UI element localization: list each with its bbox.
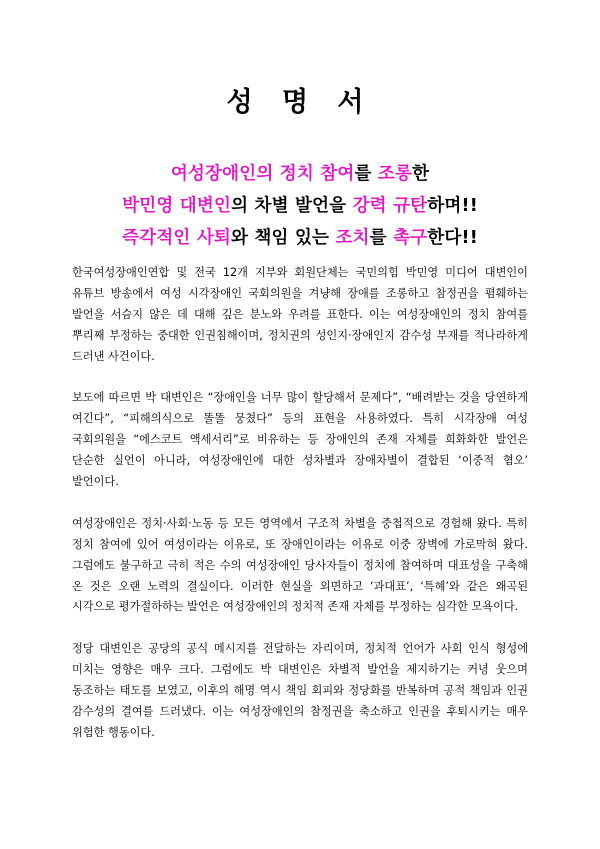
headline-text: 하며!! <box>427 196 478 216</box>
headline-text: 한다!! <box>427 228 478 248</box>
body-paragraph: 여성장애인은 정치·사회·노동 등 모든 영역에서 구조적 차별을 중첩적으로 경험해 왔다. 특히 정치 참여에 있어 여성이라는 이유로, 또 장애인이라는 이유로 이중 장벽에 가로막혀 왔다. 그럼에도 불구하고 극히 적은 수의 여성장애인 당사자들이 정치에 참여하며 대표성을 구축해 온 것은 오랜 노력의 결실이다. 이러한 현실을 외면하고 ‘과대표’, ‘특혜’와 같은 왜곡된 시각으로 평가절하하는 발언은 여성장애인의 정치적 존재 자체를 부정하는 심각한 모욕이다. <box>72 516 528 614</box>
headline-highlight: 즉각적인 사퇴 <box>122 228 232 248</box>
headline-text: 의 차별 발언을 <box>231 196 353 216</box>
body-paragraph: 보도에 따르면 박 대변인은 “장애인을 너무 많이 할당해서 문제다”, “배려받는 것을 당연하게 여긴다”, “피해의식으로 똘똘 뭉쳤다” 등의 표현을 사용하였다. 특히 시각장애 여성 국회의원을 “에스코트 액세서리”로 비유하는 등 장애인의 존재 자체를 희화화한 발언은 단순한 실언이 아니라, 여성장애인에 대한 성차별과 장애차별이 결합된 ‘이중적 혐오’ 발언이다. <box>72 391 528 489</box>
headline-text: 한 <box>412 164 430 184</box>
headline-highlight: 조치 <box>335 228 370 248</box>
headline-highlight: 박민영 대변인 <box>122 196 232 216</box>
headline-highlight: 촉구 <box>393 228 428 248</box>
statement-body <box>72 263 528 765</box>
body-paragraph: 한국여성장애인연합 및 전국 12개 지부와 회원단체는 국민의힘 박민영 미디어 대변인이 유튜브 방송에서 여성 시각장애인 국회의원을 겨냥해 장애를 조롱하고 참정권을 폄훼하는 발언을 서슴지 않은 데 대해 깊은 분노와 우려를 표한다. 이는 여성장애인의 정치 참여를 뿌리째 부정하는 중대한 인권침해이며, 정치권의 성인지·장애인지 감수성 부재를 적나라하게 드러낸 사건이다. <box>72 266 528 363</box>
headline-line <box>0 222 600 254</box>
headline-text: 를 <box>369 228 394 248</box>
headline-highlight: 여성장애인의 정치 참여 <box>170 164 355 184</box>
headline-line <box>0 158 600 190</box>
headline <box>0 158 600 254</box>
headline-line <box>0 190 600 222</box>
headline-highlight: 조롱 <box>377 164 413 184</box>
body-paragraph: 정당 대변인은 공당의 공식 메시지를 전달하는 자리이며, 정치적 언어가 사회 인식 형성에 미치는 영향은 매우 크다. 그럼에도 박 대변인은 차별적 발언을 제지하기는 커녕 웃으며 동조하는 태도를 보였고, 이후의 해명 역시 책임 회피와 정당화를 반복하며 공적 책임과 인권 감수성의 결여를 드러냈다. 이는 여성장애인의 참정권을 축소하고 인권을 후퇴시키는 매우 위험한 행동이다. <box>72 642 528 739</box>
document-title: 성 명 서 <box>226 87 374 118</box>
headline-text: 와 책임 있는 <box>231 228 336 248</box>
headline-text: 를 <box>354 164 378 184</box>
headline-highlight: 강력 규탄 <box>352 196 428 216</box>
